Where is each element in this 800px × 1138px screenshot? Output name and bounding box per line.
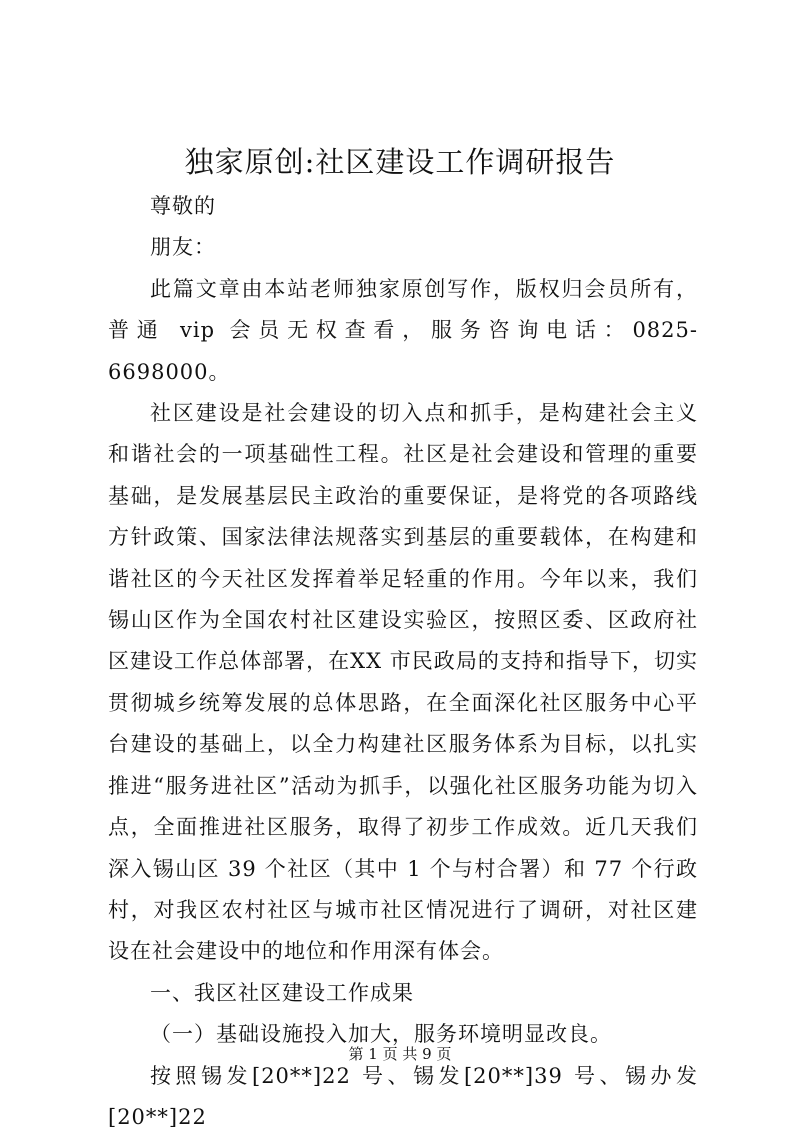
salutation-line-1: 尊敬的 [150, 194, 216, 218]
subsection-heading: （一）基础设施投入加大，服务环境明显改良。 [150, 1022, 612, 1047]
document-body [108, 186, 698, 1138]
page-footer: 第 1 页 共 9 页 [348, 1045, 452, 1063]
document-title: 独家原创:社区建设工作调研报告 [184, 145, 616, 179]
salutation-line-2: 朋友： [150, 235, 216, 260]
copyright-notice: 此篇文章由本站老师独家原创写作，版权归会员所有，普通 vip 会员无权查看，服务咨询电话：0825-6698000。 [108, 276, 698, 384]
section-heading: 一、我区社区建设工作成果 [150, 980, 414, 1005]
intro-paragraph: 社区建设是社会建设的切入点和抓手，是构建社会主义和谐社会的一项基础性工程。社区是社会建设和管理的重要基础，是发展基层民主政治的重要保证，是将党的各项路线方针政策、国家法律法规落实到基层的重要载体，在构建和谐社区的今天社区发挥着举足轻重的作用。今年以来，我们锡山区作为全国农村社区建设实验区，按照区委、区政府社区建设工作总体部署，在XX 市民政局的支持和指导下，切实贯彻城乡统筹发展的总体思路，在全面深化社区服务中心平台建设的基础上，以全力构建社区服务体系为目标，以扎实推进“服务进社区”活动为抓手，以强化社区服务功能为切入点，全面推进社区服务，取得了初步工作成效。近几天我们深入锡山区 39 个社区（其中 1 个与村合署）和 77 个行政村，对我区农村社区与城市社区情况进行了调研，对社区建设在社会建设中的地位和作用深有体会。 [108, 401, 698, 964]
body-paragraph: 按照锡发[20**]22 号、锡发[20**]39 号、锡办发[20**]22 [108, 1063, 698, 1129]
